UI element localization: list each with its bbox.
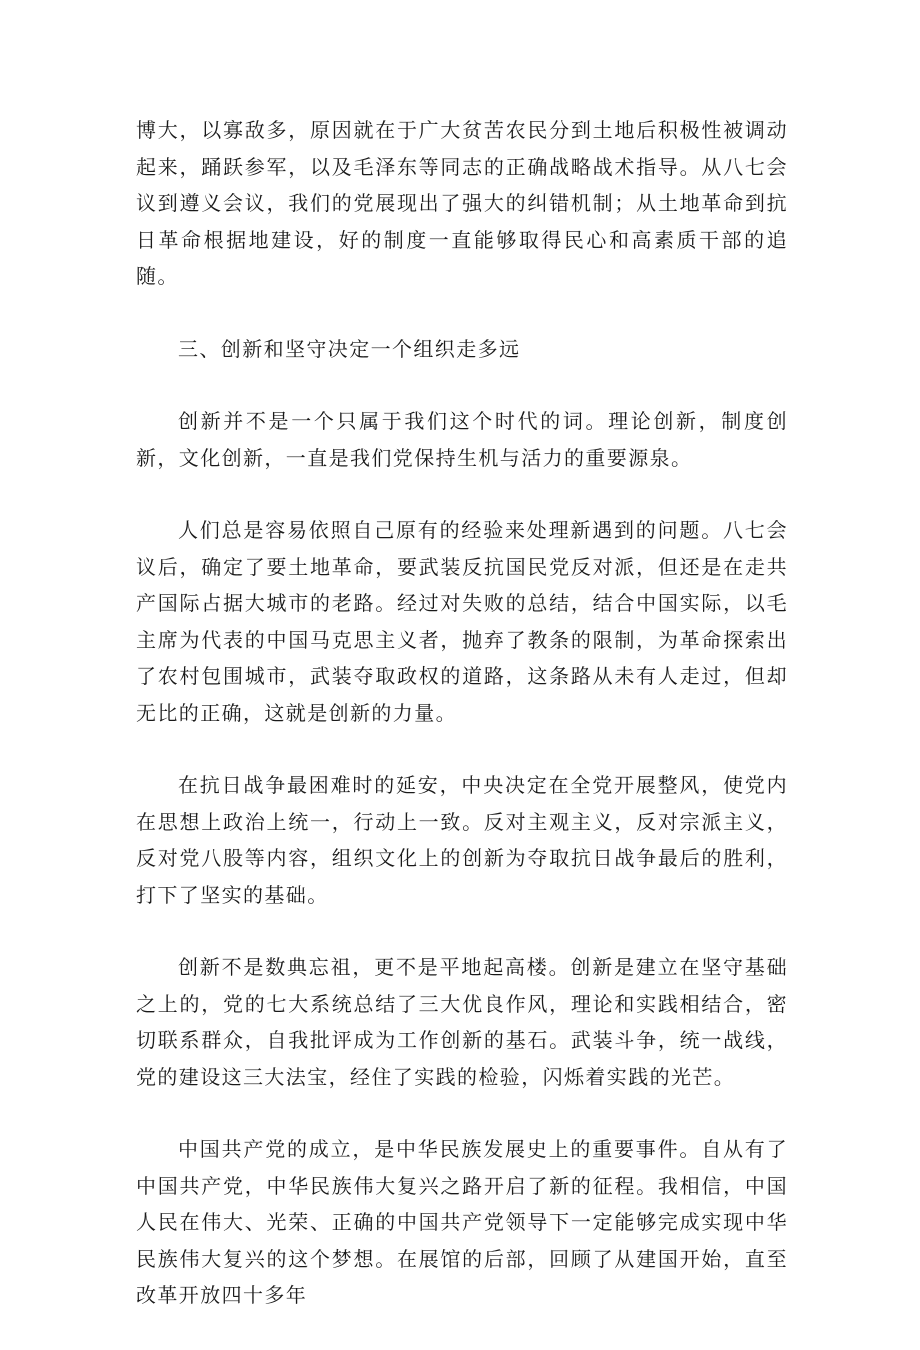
paragraph: 人们总是容易依照自己原有的经验来处理新遇到的问题。八七会议后，确定了要土地革命，要武装反抗国民党反对派，但还是在走共产国际占据大城市的老路。经过对失败的总结，结合中国实际，以毛主席为代表的中国马克思主义者，抛弃了教条的限制，为革命探索出了农村包围城市，武装夺取政权的道路，这条路从未有人走过，但却无比的正确，这就是创新的力量。 [136,518,788,725]
paragraph-continuation: 博大，以寡敌多，原因就在于广大贫苦农民分到土地后积极性被调动起来，踊跃参军，以及毛泽东等同志的正确战略战术指导。从八七会议到遵义会议，我们的党展现出了强大的纠错机制；从土地革命到抗日革命根据地建设，好的制度一直能够取得民心和高素质干部的追随。 [136,118,788,288]
document-body [136,112,788,1350]
paragraph: 在抗日战争最困难时的延安，中央决定在全党开展整风，使党内在思想上政治上统一，行动上一致。反对主观主义，反对宗派主义，反对党八股等内容，组织文化上的创新为夺取抗日战争最后的胜利，打下了坚实的基础。 [136,773,788,907]
section-heading: 三、创新和坚守决定一个组织走多远 [178,336,521,361]
paragraph: 创新不是数典忘祖，更不是平地起高楼。创新是建立在坚守基础之上的，党的七大系统总结了三大优良作风，理论和实践相结合，密切联系群众，自我批评成为工作创新的基石。武装斗争，统一战线，党的建设这三大法宝，经住了实践的检验，闪烁着实践的光芒。 [136,955,788,1089]
paragraph: 创新并不是一个只属于我们这个时代的词。理论创新，制度创新，文化创新，一直是我们党保持生机与活力的重要源泉。 [136,409,788,470]
paragraph: 中国共产党的成立，是中华民族发展史上的重要事件。自从有了中国共产党，中华民族伟大复兴之路开启了新的征程。我相信，中国人民在伟大、光荣、正确的中国共产党领导下一定能够完成实现中华民族伟大复兴的这个梦想。在展馆的后部，回顾了从建国开始，直至改革开放四十多年 [136,1137,788,1307]
